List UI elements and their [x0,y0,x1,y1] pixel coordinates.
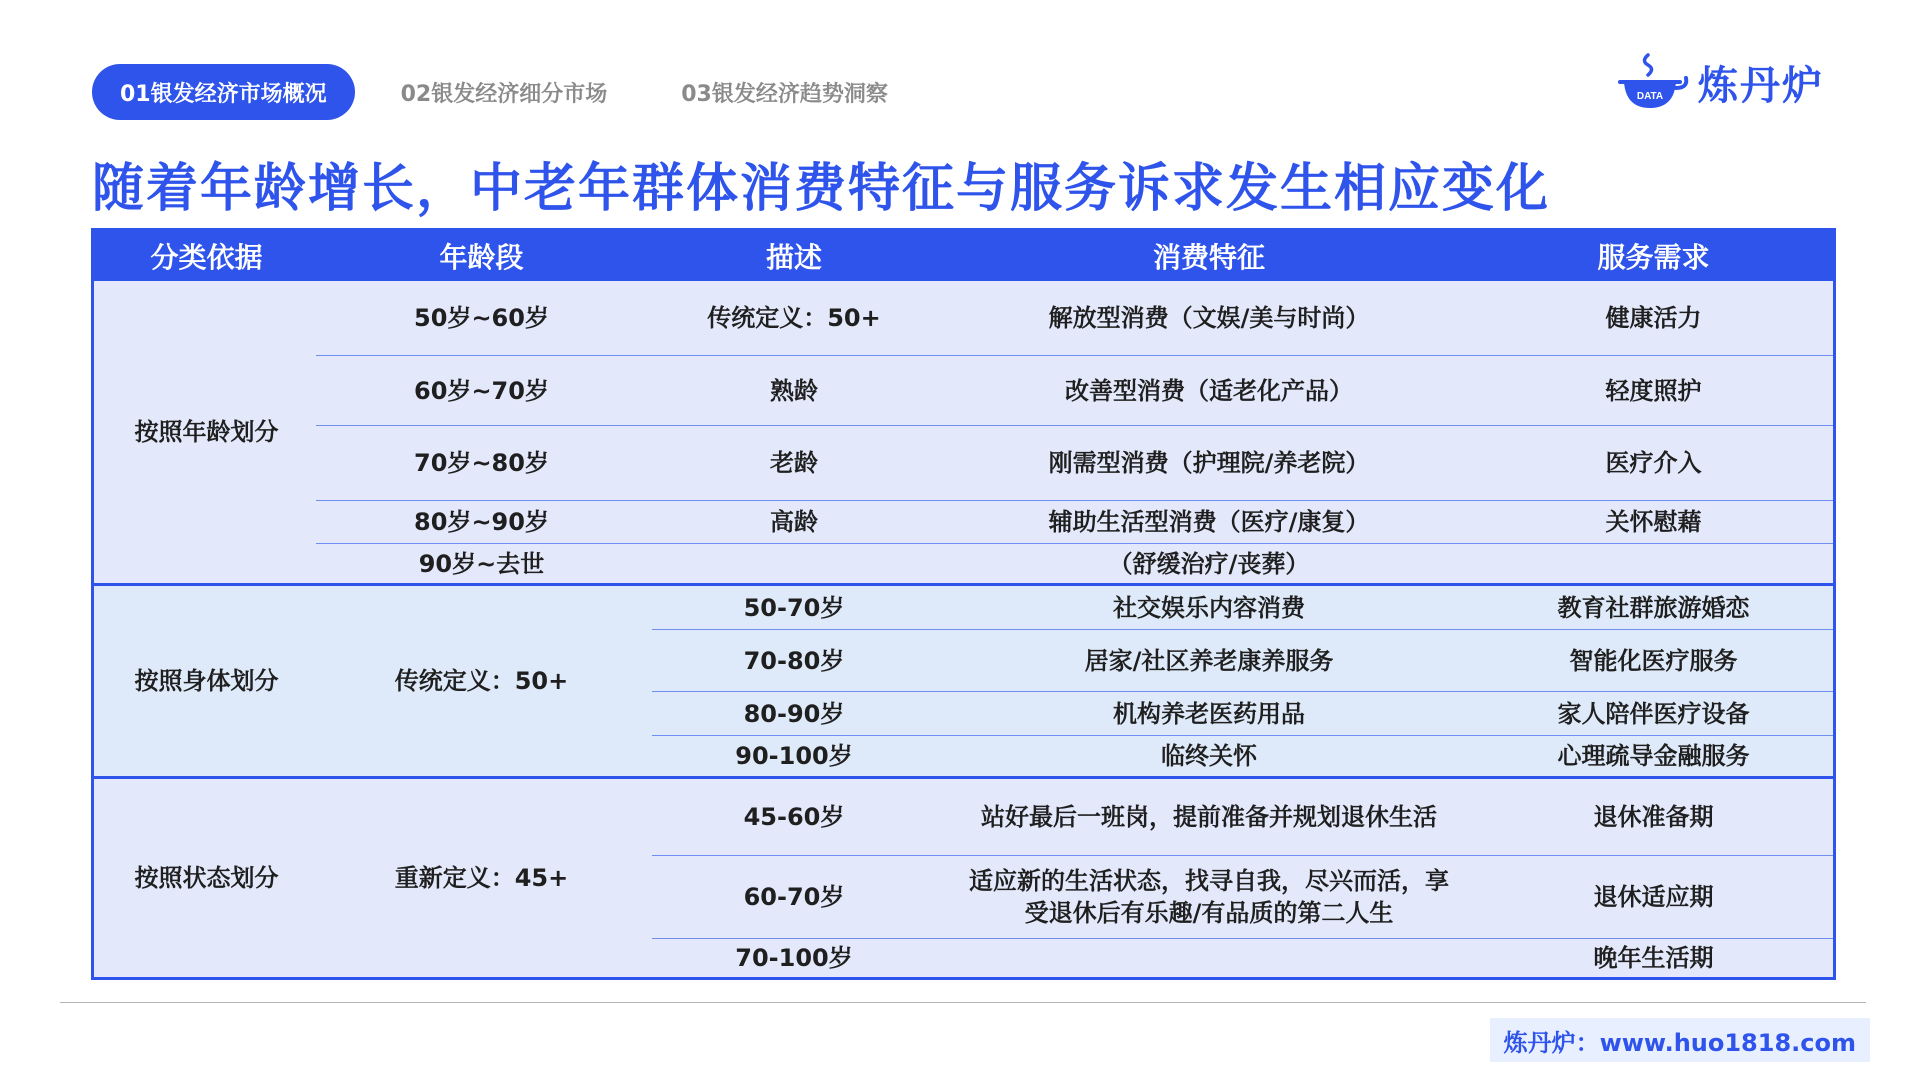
service-cell: 轻度照护 [1605,376,1702,405]
consumption-cell: 改善型消费（适老化产品） [1065,376,1353,405]
service-cell: 家人陪伴医疗设备 [1557,699,1750,728]
service-cell: 关怀慰藉 [1605,508,1702,536]
header-age: 年龄段 [439,241,524,274]
table-header [94,231,1833,281]
brand-logo [1612,52,1824,112]
definition-cell: 传统定义：50+ [394,667,569,695]
description-cell: 老龄 [770,449,818,477]
header-category: 分类依据 [150,241,263,274]
service-cell: 退休准备期 [1593,803,1714,831]
service-cell: 医疗介入 [1605,449,1702,477]
age-cell: 70岁~80岁 [414,449,549,477]
brand-name: 炼丹炉 [1698,62,1824,109]
category-cell: 按照状态划分 [134,864,279,892]
service-cell: 智能化医疗服务 [1569,646,1738,675]
description-cell: 80-90岁 [743,699,845,728]
consumption-cell [944,856,1474,938]
consumption-cell: 辅助生活型消费（医疗/康复） [1048,508,1370,536]
consumption-cell: 机构养老医药用品 [1113,699,1305,728]
description-cell: 60-70岁 [743,883,845,911]
footer-divider [60,1002,1866,1003]
top-nav [92,64,934,120]
age-cell: 80岁~90岁 [414,508,549,536]
group-by-state [94,779,1833,977]
category-cell: 按照年龄划分 [134,418,279,446]
description-cell: 熟龄 [770,376,818,405]
footer-website: 炼丹炉：www.huo1818.com [1490,1018,1870,1062]
header-consumption: 消费特征 [1152,241,1265,274]
service-cell: 心理疏导金融服务 [1557,742,1750,770]
group-by-body [94,586,1833,776]
tab-segment-market[interactable]: 02银发经济细分市场 [400,81,608,107]
consumption-text-line: 适应新的生活状态，找寻自我，尽兴而活，享 [969,867,1449,895]
consumption-cell: 站好最后一班岗，提前准备并规划退休生活 [981,803,1437,831]
page-title: 随着年龄增长，中老年群体消费特征与服务诉求发生相应变化 [92,159,1551,219]
service-cell: 教育社群旅游婚恋 [1557,593,1750,622]
description-cell: 50-70岁 [743,593,845,622]
category-cell: 按照身体划分 [134,667,279,695]
age-cell: 60岁~70岁 [414,376,549,405]
definition-cell: 重新定义：45+ [394,864,569,892]
header-service: 服务需求 [1597,241,1710,274]
description-cell: 70-80岁 [743,646,845,675]
tab-trend-insight[interactable]: 03银发经济趋势洞察 [681,81,888,107]
service-cell: 晚年生活期 [1593,944,1714,972]
consumption-cell: 刚需型消费（护理院/养老院） [1048,449,1370,477]
age-cell: 50岁~60岁 [414,304,549,332]
tab-market-overview[interactable]: 01银发经济市场概况 [92,64,355,120]
header-description: 描述 [765,241,822,274]
group-by-age [94,281,1833,583]
svg-text:DATA: DATA [1636,91,1664,102]
description-cell: 45-60岁 [743,803,845,831]
consumption-cell: 居家/社区养老康养服务 [1084,646,1334,675]
consumption-cell: 临终关怀 [1161,742,1257,770]
description-cell: 70-100岁 [735,944,853,972]
consumption-cell: 社交娱乐内容消费 [1113,593,1305,622]
data-table [91,228,1836,980]
description-cell: 传统定义：50+ [707,304,881,332]
consumption-text-line: 受退休后有乐趣/有品质的第二人生 [1024,899,1394,927]
description-cell: 90-100岁 [735,742,853,770]
consumption-cell: 解放型消费（文娱/美与时尚） [1048,304,1370,332]
pot-logo-icon [1612,52,1690,112]
description-cell: 高龄 [770,508,818,536]
consumption-cell: （舒缓治疗/丧葬） [1108,549,1310,578]
service-cell: 退休适应期 [1593,883,1714,911]
service-cell: 健康活力 [1605,304,1702,332]
age-cell: 90岁~去世 [418,549,545,578]
